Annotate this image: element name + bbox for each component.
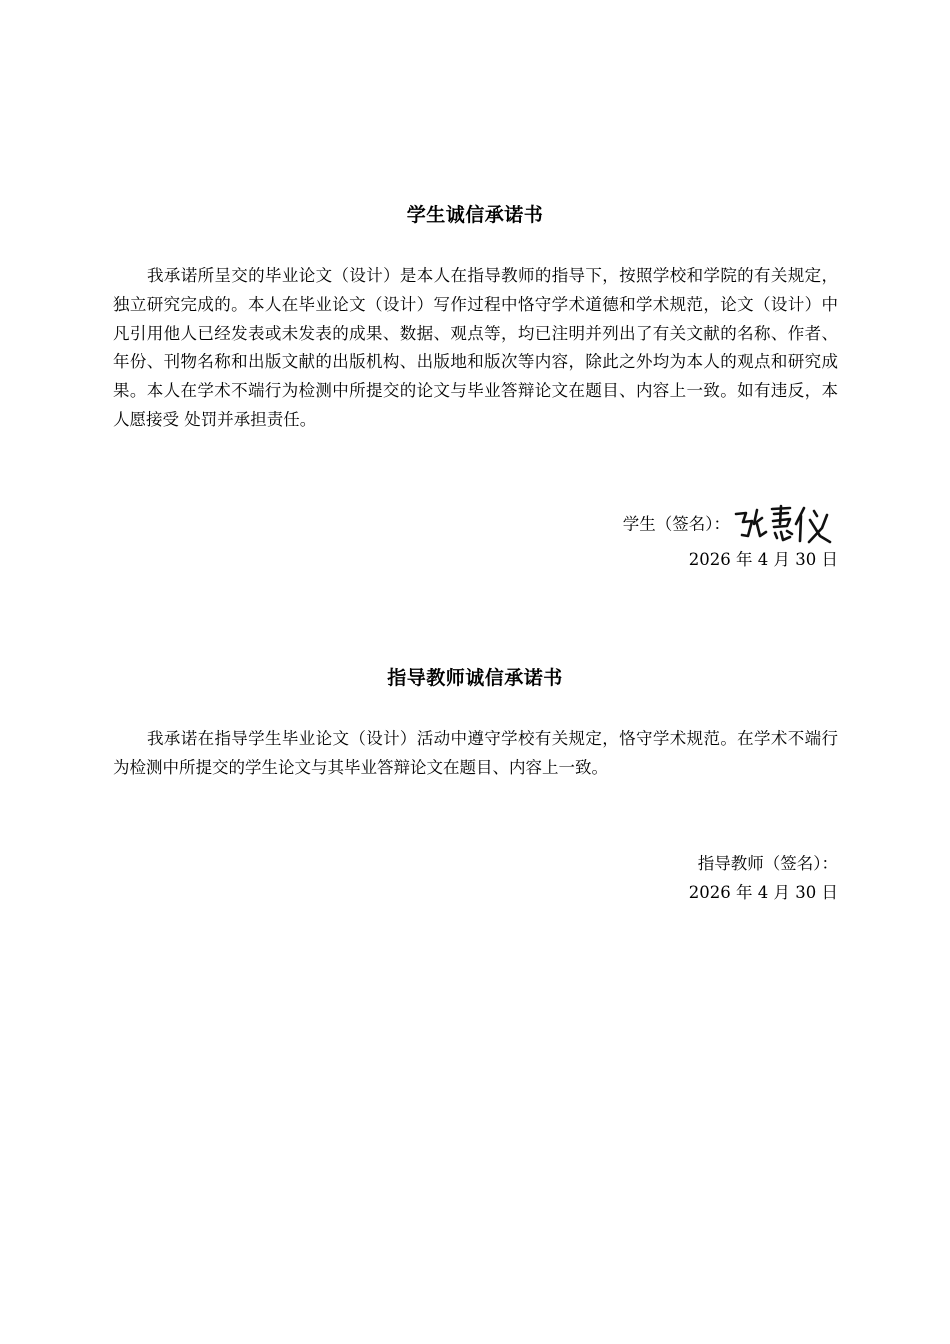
advisor-sign-date: 2026 年 4 月 30 日: [688, 883, 838, 902]
student-pledge-title: 学生诚信承诺书: [406, 204, 544, 226]
student-sign-date: 2026 年 4 月 30 日: [688, 550, 838, 569]
advisor-pledge-body: 我承诺在指导学生毕业论文（设计）活动中遵守学校有关规定，恪守学术规范。在学术不端行为检测中所提交的学生论文与其毕业答辩论文在题目、内容上一致。: [113, 729, 838, 777]
student-sign-label: 学生（签名）：: [622, 514, 730, 534]
student-signature: [730, 502, 838, 548]
handwritten-signature-image: [730, 502, 838, 548]
advisor-sign-line: [698, 850, 838, 874]
student-sign-line: [623, 502, 838, 548]
advisor-pledge-title: 指导教师诚信承诺书: [387, 667, 563, 689]
student-pledge-body: 我承诺所呈交的毕业论文（设计）是本人在指导教师的指导下，按照学校和学院的有关规定，独立研究完成的。本人在毕业论文（设计）写作过程中恪守学术道德和学术规范，论文（设计）中凡引用他人已经发表或未发表的成果、数据、观点等，均已注明并列出了有关文献的名称、作者、年份、刊物名称和出版文献的出版机构、出版地和版次等内容，除此之外均为本人的观点和研究成果。本人在学术不端行为检测中所提交的论文与毕业答辩论文在题目、内容上一致。如有违反，本人愿接受 处罚并承担责任。: [113, 266, 838, 429]
advisor-sign-label: 指导教师（签名）：: [697, 854, 838, 873]
